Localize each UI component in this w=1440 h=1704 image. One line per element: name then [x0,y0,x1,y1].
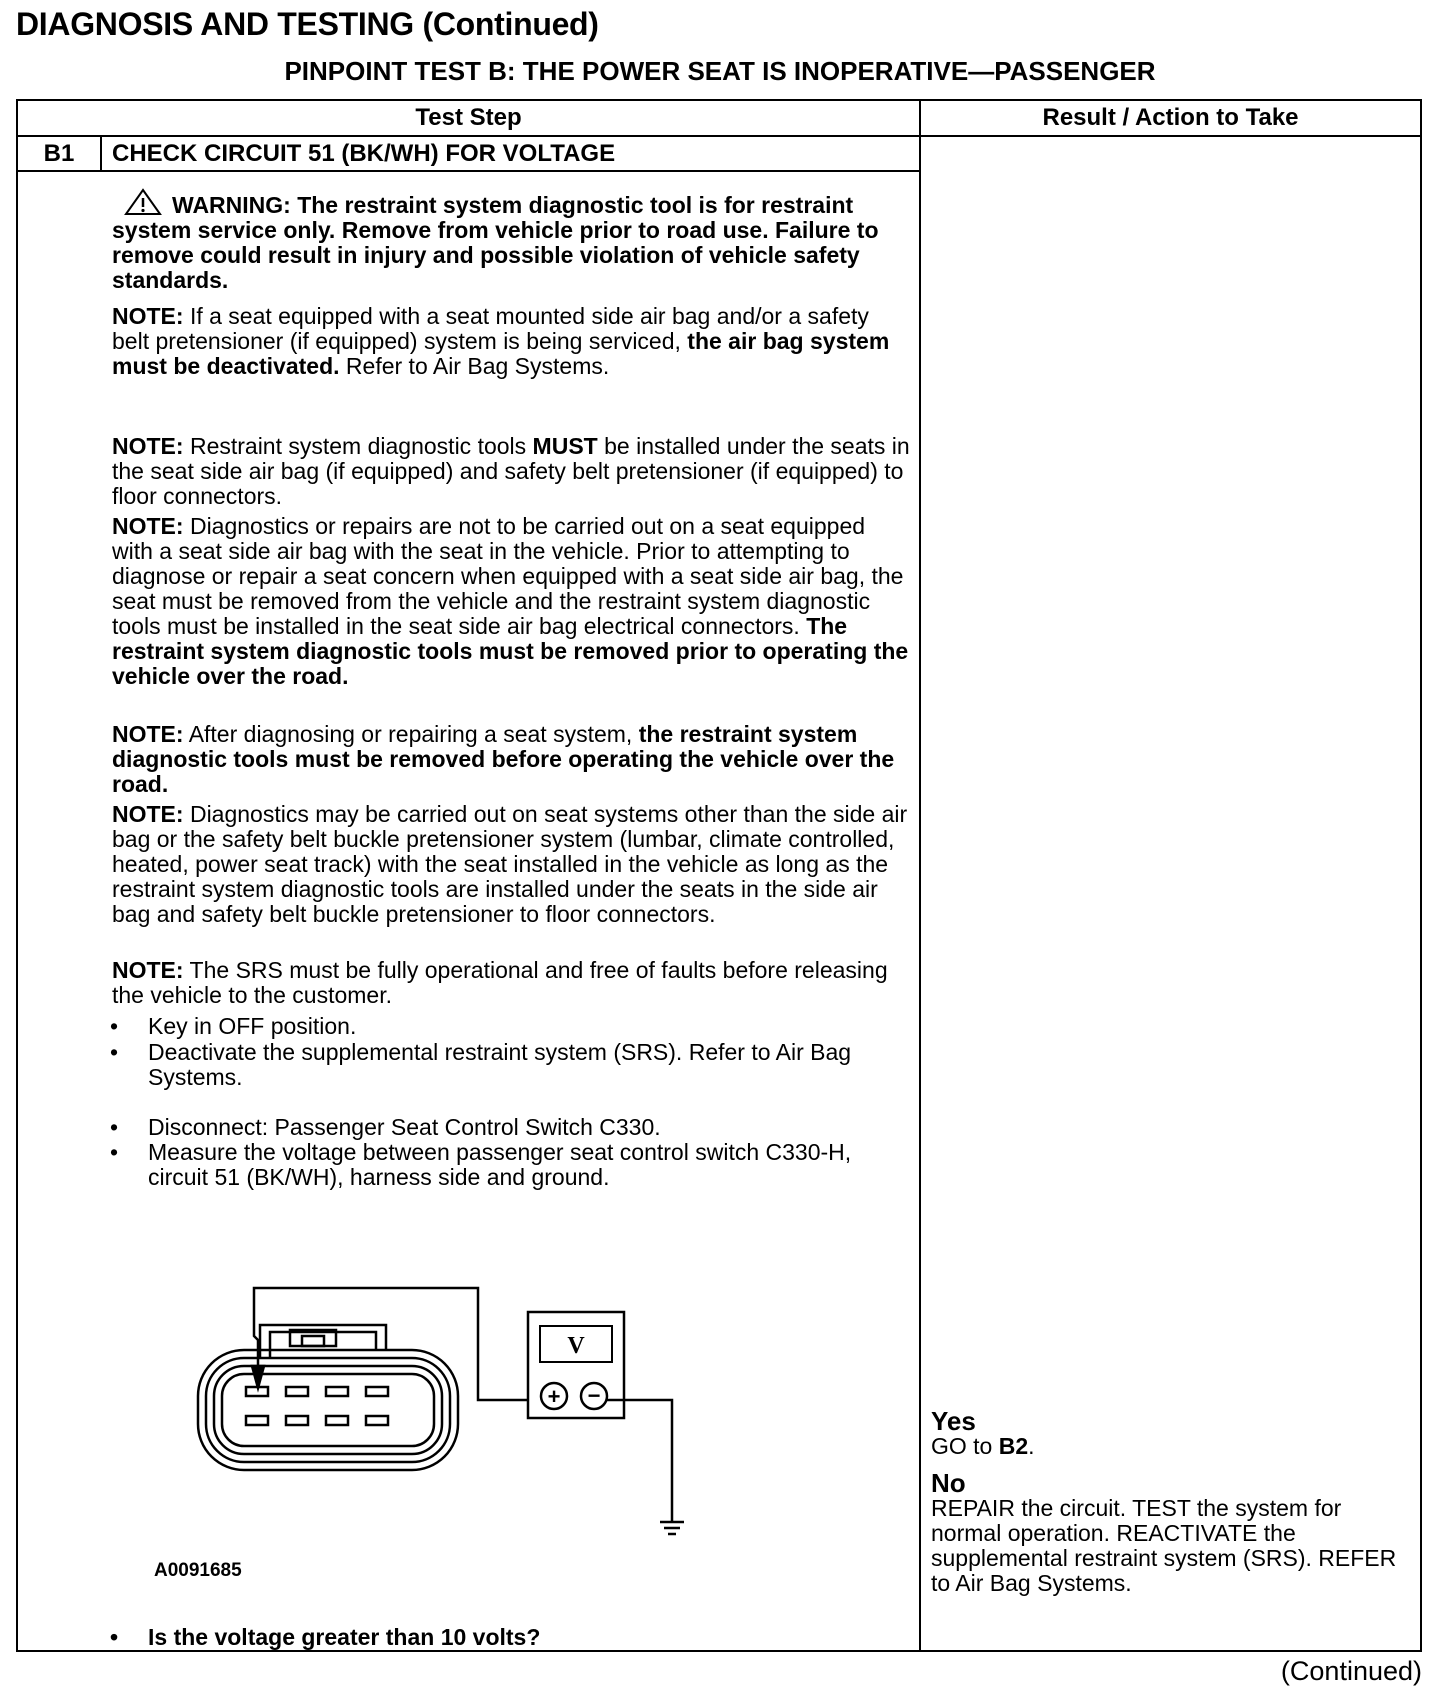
note-1 [112,304,912,379]
step-title-divider [16,170,920,172]
voltmeter-connector-diagram [190,1270,710,1540]
page-header: DIAGNOSIS AND TESTING (Continued) [16,6,599,42]
note-6-text: The SRS must be fully operational and free of faults before releasing the vehicle to the customer. [112,957,888,1008]
note-label: NOTE: [112,433,184,459]
step-id-divider [100,136,102,171]
result-yes-text [931,1434,1411,1459]
note-1-tail: Refer to Air Bag Systems. [345,353,610,379]
note-2 [112,434,912,509]
note-3-text: Diagnostics or repairs are not to be carried out on a seat equipped with a seat side air bag with the seat in the vehicle. Prior to attempting to diagnose or repair a seat concern when equipped with a seat side air bag, the seat must be removed from the vehicle and the restraint system diagnostic tools must be installed in the seat side air bag electrical connectors. [112,513,904,639]
ground-icon [660,1522,684,1534]
probe-lead [252,1288,530,1400]
note-label: NOTE: [112,801,184,827]
list-item-text: Measure the voltage between passenger seat control switch C330-H, circuit 51 (BK/WH), harness side and ground. [148,1139,852,1190]
note-4-text: After diagnosing or repairing a seat system, [188,721,633,747]
warning-icon [124,188,162,216]
list-item-text: Disconnect: Passenger Seat Control Switch C330. [148,1114,661,1140]
note-label: NOTE: [112,721,184,747]
connector-pins [246,1387,388,1425]
column-divider [919,99,921,1652]
column-header-result: Result / Action to Take [1042,104,1299,131]
result-no-label: No [931,1468,966,1498]
note-4 [112,722,912,797]
list-item-text: Key in OFF position. [148,1013,357,1039]
pinpoint-test-title: PINPOINT TEST B: THE POWER SEAT IS INOPERATIVE—PASSENGER [284,56,1156,86]
figure-code: A0091685 [154,1560,242,1581]
note-3 [112,514,912,689]
note-2-emphasis: MUST [532,433,598,459]
note-5 [112,802,912,927]
step-title: CHECK CIRCUIT 51 (BK/WH) FOR VOLTAGE [112,140,616,167]
result-yes-label: Yes [931,1406,976,1436]
note-1-emphasis: the air bag system must be deactivated. [112,328,890,379]
step-id: B1 [43,140,75,167]
column-header-test-step: Test Step [415,104,522,131]
note-2-text-a: Restraint system diagnostic tools [189,433,527,459]
note-5-text: Diagnostics may be carried out on seat systems other than the side air bag or the safety belt buckle pretensioner system (lumbar, climate controlled, heated, power seat track) with the seat installed in the vehicle as long as the restraint system diagnostic tools are installed under the seats in the side air bag and safety belt buckle pretensioner to floor connectors. [112,801,908,927]
note-label: NOTE: [112,957,184,983]
svg-text:−: − [587,1383,601,1408]
note-label: NOTE: [112,513,184,539]
meter-label: V [567,1333,585,1359]
result-no-text: REPAIR the circuit. TEST the system for normal operation. REACTIVATE the supplemental restraint system (SRS). REFER to Air Bag Systems. [931,1495,1397,1596]
note-3-emphasis: The restraint system diagnostic tools must be removed prior to operating the vehicle over the road. [112,613,909,689]
question-text: Is the voltage greater than 10 volts? [148,1624,541,1650]
note-label: NOTE: [112,303,184,329]
warning-block [112,188,912,293]
result-yes-period: . [1028,1433,1035,1459]
result-yes-target: B2 [998,1433,1029,1459]
connector-c330 [198,1325,458,1470]
list-item-text: Deactivate the supplemental restraint system (SRS). Refer to Air Bag Systems. [148,1039,852,1090]
note-6 [112,958,912,1008]
svg-text:+: + [547,1384,561,1409]
note-1-text: If a seat equipped with a seat mounted side air bag and/or a safety belt pretensioner (if equipped) system is being serviced, [112,303,869,354]
result-yes-action: GO to [931,1433,993,1459]
voltmeter [528,1312,624,1418]
warning-text: WARNING: The restraint system diagnostic tool is for restraint system service only. Remove from vehicle prior to road use. Failure to remove could result in injury and possible violation of vehicle safety standards. [112,192,879,293]
continued-marker: (Continued) [1280,1656,1422,1686]
note-2-text-b: be installed under the seats in the seat side air bag (if equipped) and safety belt pretensioner (if equipped) to floor connectors. [112,433,910,509]
note-4-emphasis: the restraint system diagnostic tools must be removed before operating the vehicle over the road. [112,721,895,797]
